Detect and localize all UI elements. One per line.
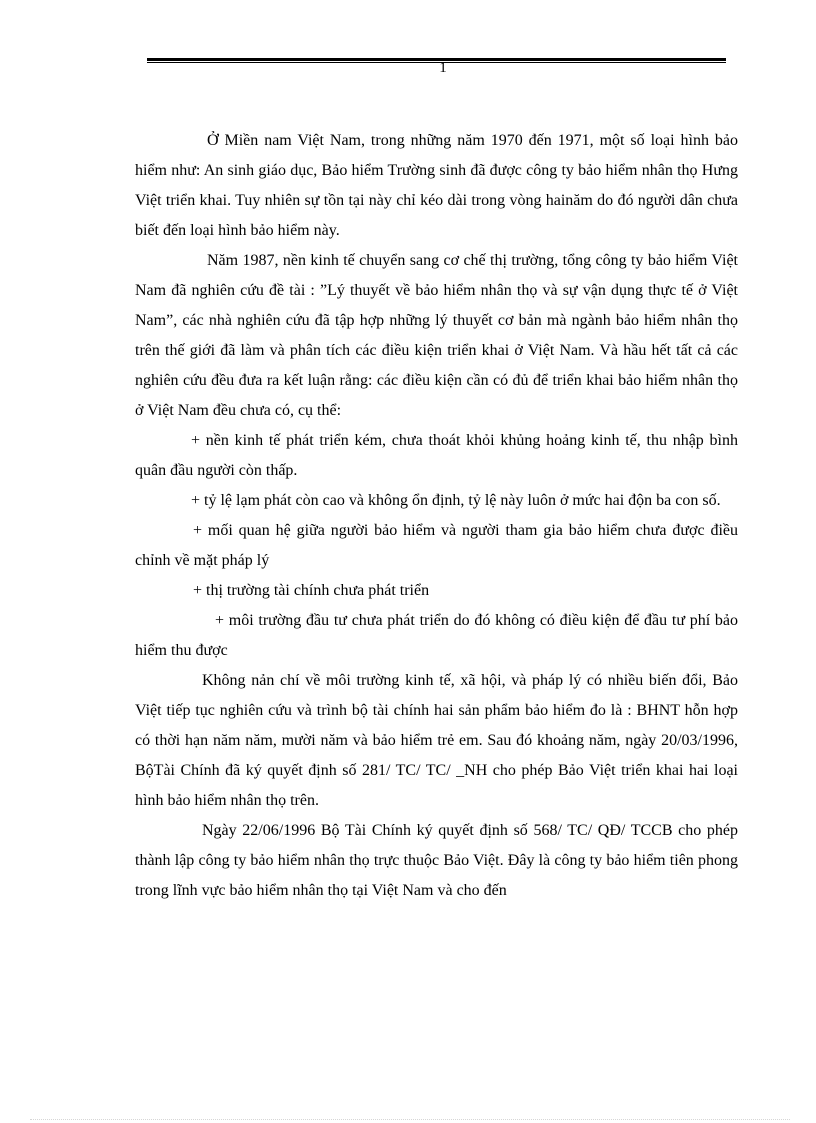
paragraph-1996-decision: Ngày 22/06/1996 Bộ Tài Chính ký quyết định số 568/ TC/ QĐ/ TCCB cho phép thành lập công ty bảo hiểm nhân thọ trực thuộc Bảo Việt. Đây là công ty bảo hiểm tiên phong trong lĩnh vực bảo hiểm nhân thọ tại Việt Nam và cho đến (135, 822, 738, 899)
page-number: 1 (439, 60, 447, 76)
list-item-finance-market: + thị trường tài chính chưa phát triển (193, 582, 430, 599)
list-item-economy: + nền kinh tế phát triển kém, chưa thoát khỏi khủng hoảng kinh tế, thu nhập bình quân đầu người còn thấp. (135, 432, 738, 479)
footer-dotted-line (30, 1119, 790, 1120)
list-item-investment: + môi trường đầu tư chưa phát triển do đó không có điều kiện để đầu tư phí bảo hiểm thu được (135, 612, 738, 659)
paragraph-bao-viet-products: Không nản chí về môi trường kinh tế, xã hội, và pháp lý có nhiều biến đổi, Bảo Việt tiếp tục nghiên cứu và trình bộ tài chính hai sản phẩm bảo hiểm đo là : BHNT hỗn hợp có thời hạn năm năm, mười năm và bảo hiểm trẻ em. Sau đó khoảng năm, ngày 20/03/1996, BộTài Chính đã ký quyết định số 281/ TC/ TC/ _NH cho phép Bảo Việt triển khai hai loại hình bảo hiểm nhân thọ trên. (135, 672, 738, 809)
paragraph-history-south: Ở Miền nam Việt Nam, trong những năm 1970 đến 1971, một số loại hình bảo hiểm như: An sinh giáo dục, Bảo hiểm Trường sinh đã được công ty bảo hiểm nhân thọ Hưng Việt triển khai. Tuy nhiên sự tồn tại này chỉ kéo dài trong vòng hainăm do đó người dân chưa biết đến loại hình bảo hiểm này. (135, 132, 738, 239)
body-text (135, 126, 738, 906)
list-item-inflation: + tỷ lệ lạm phát còn cao và không ổn định, tỷ lệ này luôn ở mức hai độn ba con số. (191, 492, 721, 509)
list-item-legal: + mối quan hệ giữa người bảo hiểm và người tham gia bảo hiểm chưa được điều chỉnh về mặt pháp lý (135, 522, 738, 569)
paragraph-1987-research: Năm 1987, nền kinh tế chuyển sang cơ chế thị trường, tổng công ty bảo hiểm Việt Nam đã nghiên cứu đề tài : ”Lý thuyết về bảo hiểm nhân thọ và sự vận dụng thực tế ở Việt Nam”, các nhà nghiên cứu đã tập hợp những lý thuyết cơ bản mà ngành bảo hiểm nhân thọ trên thế giới đã làm và phân tích các điều kiện triển khai ở Việt Nam. Và hầu hết tất cả các nghiên cứu đều đưa ra kết luận rằng: các điều kiện cần có đủ để triển khai bảo hiểm nhân thọ ở Việt Nam đều chưa có, cụ thể: (135, 252, 738, 419)
